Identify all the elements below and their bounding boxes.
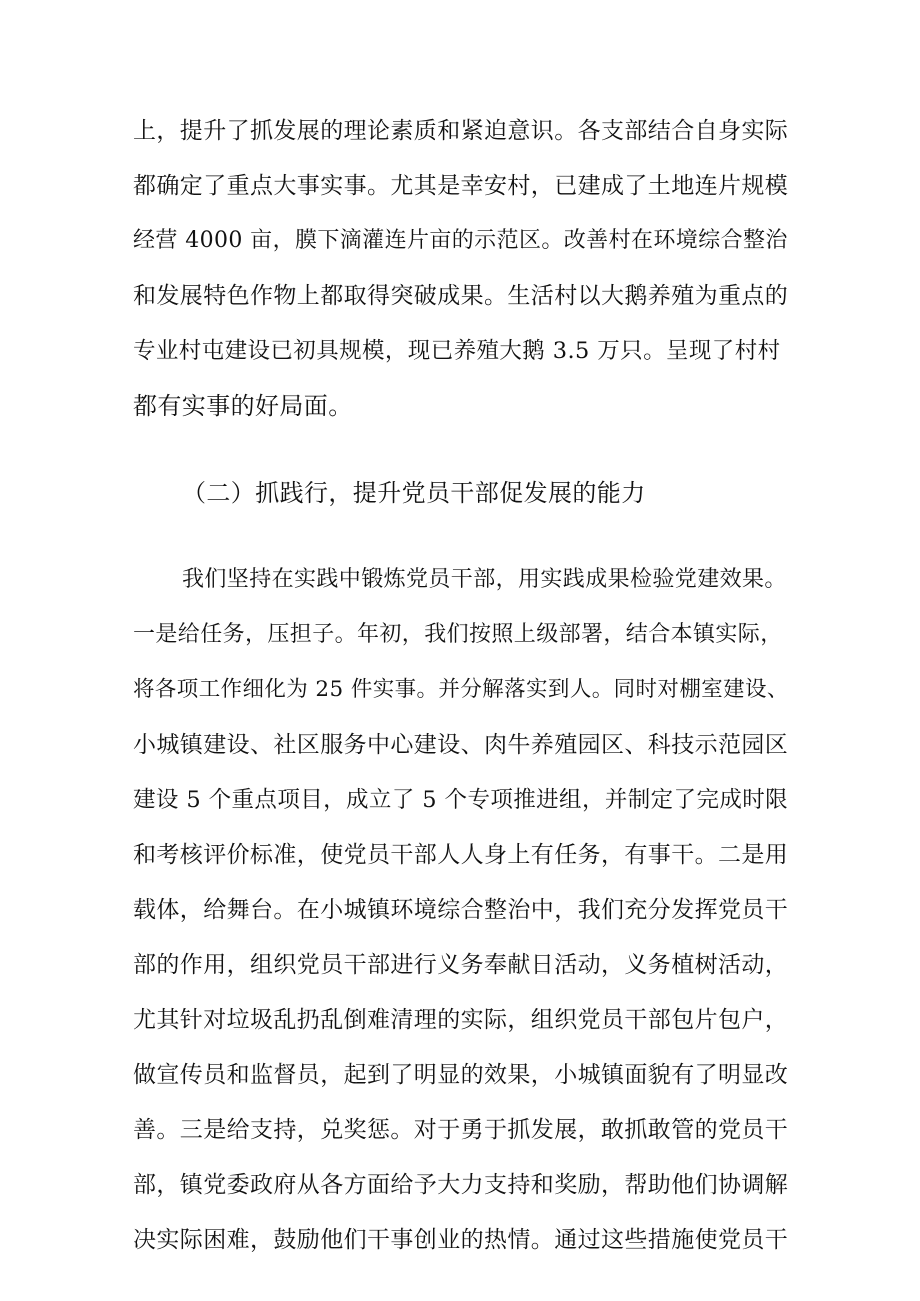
text-line: 建设 5 个重点项目，成立了 5 个专项推进组，并制定了完成时限 bbox=[133, 787, 789, 813]
text-line: 一是给任务，压担子。年初，我们按照上级部署，结合本镇实际， bbox=[133, 622, 783, 647]
text-line: 我们坚持在实践中锻炼党员干部，用实践成果检验党建效果。 bbox=[182, 567, 787, 592]
text-line: 决实际困难，鼓励他们干事创业的热情。通过这些措施使党员干 bbox=[133, 1227, 789, 1253]
text-line: 经营 4000 亩，膜下滴灌连片亩的示范区。改善村在环境综合整治 bbox=[133, 228, 788, 253]
text-line: 和发展特色作物上都取得突破成果。生活村以大鹅养殖为重点的 bbox=[133, 283, 789, 309]
text-line: 载体，给舞台。在小城镇环境综合整治中，我们充分发挥党员干 bbox=[133, 897, 789, 923]
text-line: 做宣传员和监督员，起到了明显的效果，小城镇面貌有了明显改 bbox=[133, 1062, 789, 1088]
text-line: 都有实事的好局面。 bbox=[133, 392, 353, 420]
text-line: 部的作用，组织党员干部进行义务奉献日活动，义务植树活动， bbox=[133, 952, 789, 978]
text-line: 尤其针对垃圾乱扔乱倒难清理的实际，组织党员干部包片包户， bbox=[133, 1007, 789, 1033]
text-line: 上，提升了抓发展的理论素质和紧迫意识。各支部结合自身实际 bbox=[133, 118, 789, 144]
section-heading: （二）抓践行，提升党员干部促发展的能力 bbox=[182, 479, 646, 507]
text-line: 部，镇党委政府从各方面给予大力支持和奖励，帮助他们协调解 bbox=[133, 1172, 789, 1198]
text-line: 和考核评价标准，使党员干部人人身上有任务，有事干。二是用 bbox=[133, 842, 789, 868]
text-line: 都确定了重点大事实事。尤其是幸安村，已建成了土地连片规模 bbox=[133, 173, 789, 199]
text-line: 善。三是给支持，兑奖惩。对于勇于抓发展，敢抓敢管的党员干 bbox=[133, 1117, 789, 1143]
text-line: 专业村屯建设已初具规模，现已养殖大鹅 3.5 万只。呈现了村村 bbox=[133, 338, 781, 364]
text-line: 将各项工作细化为 25 件实事。并分解落实到人。同时对棚室建设、 bbox=[133, 677, 789, 702]
text-line: 小城镇建设、社区服务中心建设、肉牛养殖园区、科技示范园区 bbox=[133, 732, 789, 758]
